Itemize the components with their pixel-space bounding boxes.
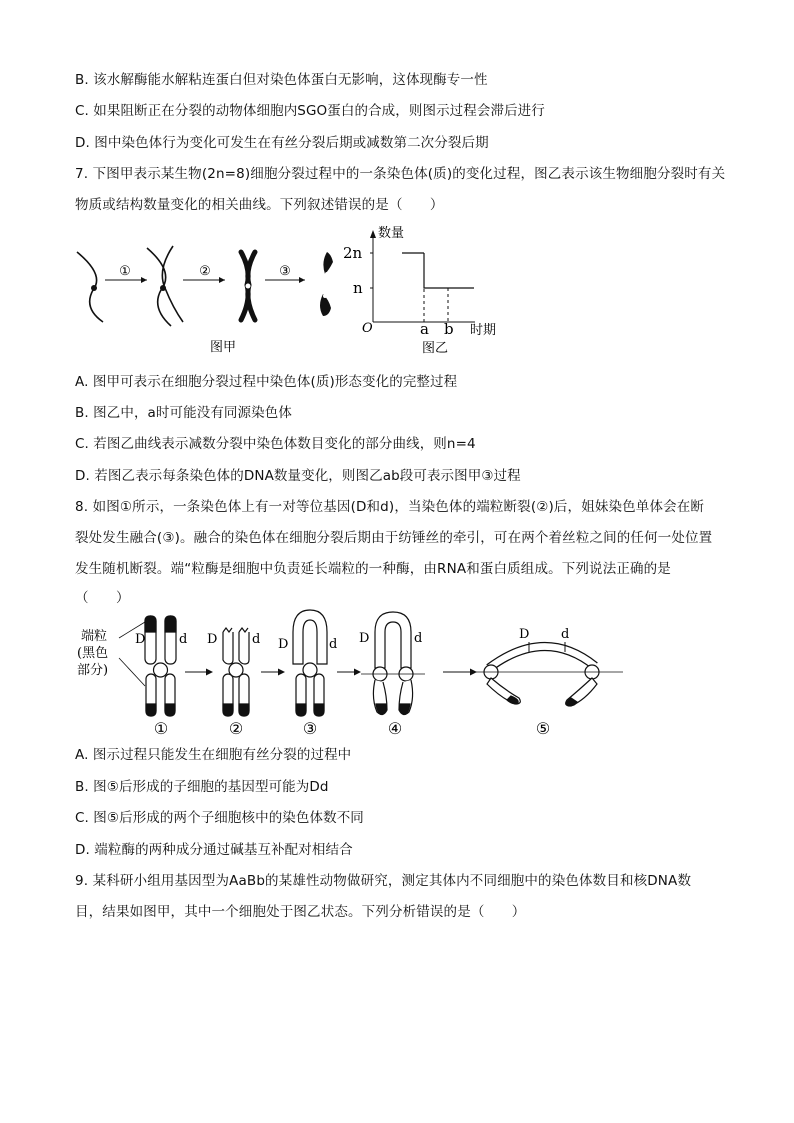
stage-label-2: ②: [228, 719, 244, 738]
x-tick-b: b: [444, 320, 454, 338]
gene-d-4: d: [414, 631, 423, 646]
stage-label-3: ③: [302, 719, 318, 738]
q7-option-c: C. 若图乙曲线表示减数分裂中染色体数目变化的部分曲线，则n=4: [75, 436, 476, 452]
chromosome-stage-1: [145, 616, 176, 716]
curve-drop: [424, 253, 474, 288]
centromere: [160, 285, 166, 291]
step-3-label: ③: [279, 264, 291, 279]
x-axis-label: 时期: [470, 323, 497, 338]
telomere-label-3: 部分): [77, 663, 109, 678]
q7-stem-line2: 物质或结构数量变化的相关曲线。下列叙述错误的是（ ）: [75, 197, 444, 213]
fig-yi-caption: 图乙: [421, 341, 449, 356]
q7-option-d: D. 若图乙表示每条染色体的DNA数量变化，则图乙ab段可表示图甲③过程: [75, 468, 521, 484]
condensed-chromosome: [241, 252, 255, 320]
stage-label-5: ⑤: [535, 719, 551, 738]
gene-d-1: d: [179, 632, 188, 647]
gene-D-2: D: [207, 632, 218, 647]
step-2-label: ②: [199, 264, 211, 279]
stage-label-1: ①: [153, 719, 169, 738]
origin-label: O: [362, 321, 373, 336]
q8-stem-line4: （ ）: [75, 590, 130, 606]
q7-option-b: B. 图乙中，a时可能没有同源染色体: [75, 405, 292, 421]
chromatin-strand: [77, 252, 103, 322]
q8-stem-line1: 8. 如图①所示，一条染色体上有一对等位基因(D和d)，当染色体的端粒断裂(②)后，姐妹染色单体会在断: [75, 499, 705, 515]
gene-D-1: D: [135, 632, 146, 647]
q6-option-b: B. 该水解酶能水解粘连蛋白但对染色体蛋白无影响，这体现酶专一性: [75, 72, 488, 88]
gene-d-5: d: [561, 627, 570, 642]
q9-stem-line2: 目，结果如图甲，其中一个细胞处于图乙状态。下列分析错误的是（ ）: [75, 904, 526, 920]
q8-option-a: A. 图示过程只能发生在细胞有丝分裂的过程中: [75, 747, 352, 763]
q7-option-a: A. 图甲可表示在细胞分裂过程中染色体(质)形态变化的完整过程: [75, 374, 458, 390]
q8-option-d: D. 端粒酶的两种成分通过碱基互补配对相结合: [75, 842, 353, 858]
chromosome-stage-2: [223, 628, 249, 716]
step-1-label: ①: [119, 264, 131, 279]
q6-option-d: D. 图中染色体行为变化可发生在有丝分裂后期或减数第二次分裂后期: [75, 135, 489, 151]
q7-stem-line1: 7. 下图甲表示某生物(2n=8)细胞分裂过程中的一条染色体(质)的变化过程，图乙表示该生物细胞分裂时有关: [75, 166, 726, 182]
telomere-label-1: 端粒: [81, 629, 108, 644]
y-axis-label: 数量: [378, 226, 405, 241]
q8-figure: [75, 608, 635, 740]
q8-stem-line3: 发生随机断裂。端“粒酶是细胞中负责延长端粒的一种酶，由RNA和蛋白质组成。下列说法正确的是: [75, 561, 671, 577]
gene-d-3: d: [329, 637, 338, 652]
gene-d-2: d: [252, 632, 261, 647]
gene-D-3: D: [278, 637, 289, 652]
telomere-label-2: (黑色: [77, 646, 109, 661]
x-tick-a: a: [420, 320, 429, 338]
chromosome-stage-3: [293, 610, 327, 716]
q8-option-b: B. 图⑤后形成的子细胞的基因型可能为Dd: [75, 779, 329, 795]
separated-chromatids: [320, 252, 333, 316]
y-tick-n: n: [353, 279, 363, 297]
chromosome-stage-4: [373, 612, 413, 715]
gene-D-4: D: [359, 631, 370, 646]
centromere: [91, 285, 97, 291]
stage-label-4: ④: [387, 719, 403, 738]
q8-option-c: C. 图⑤后形成的两个子细胞核中的染色体数不同: [75, 810, 364, 826]
q7-figure-yi: [340, 222, 510, 360]
q8-stem-line2: 裂处发生融合(③)。融合的染色体在细胞分裂后期由于纺锤丝的牵引，可在两个着丝粒之间的任何一处位置: [75, 530, 713, 546]
fig-jia-caption: 图甲: [209, 340, 237, 355]
q6-option-c: C. 如果阻断正在分裂的动物体细胞内SGO蛋白的合成，则图示过程会滞后进行: [75, 103, 545, 119]
gene-D-5: D: [519, 627, 530, 642]
q7-figure-jia: [65, 230, 355, 360]
y-tick-2n: 2n: [343, 244, 363, 262]
q9-stem-line1: 9. 某科研小组用基因型为AaBb的某雄性动物做研究，测定其体内不同细胞中的染色体数目和核DNA数: [75, 873, 692, 889]
chromosome-stage-5: [484, 642, 599, 706]
